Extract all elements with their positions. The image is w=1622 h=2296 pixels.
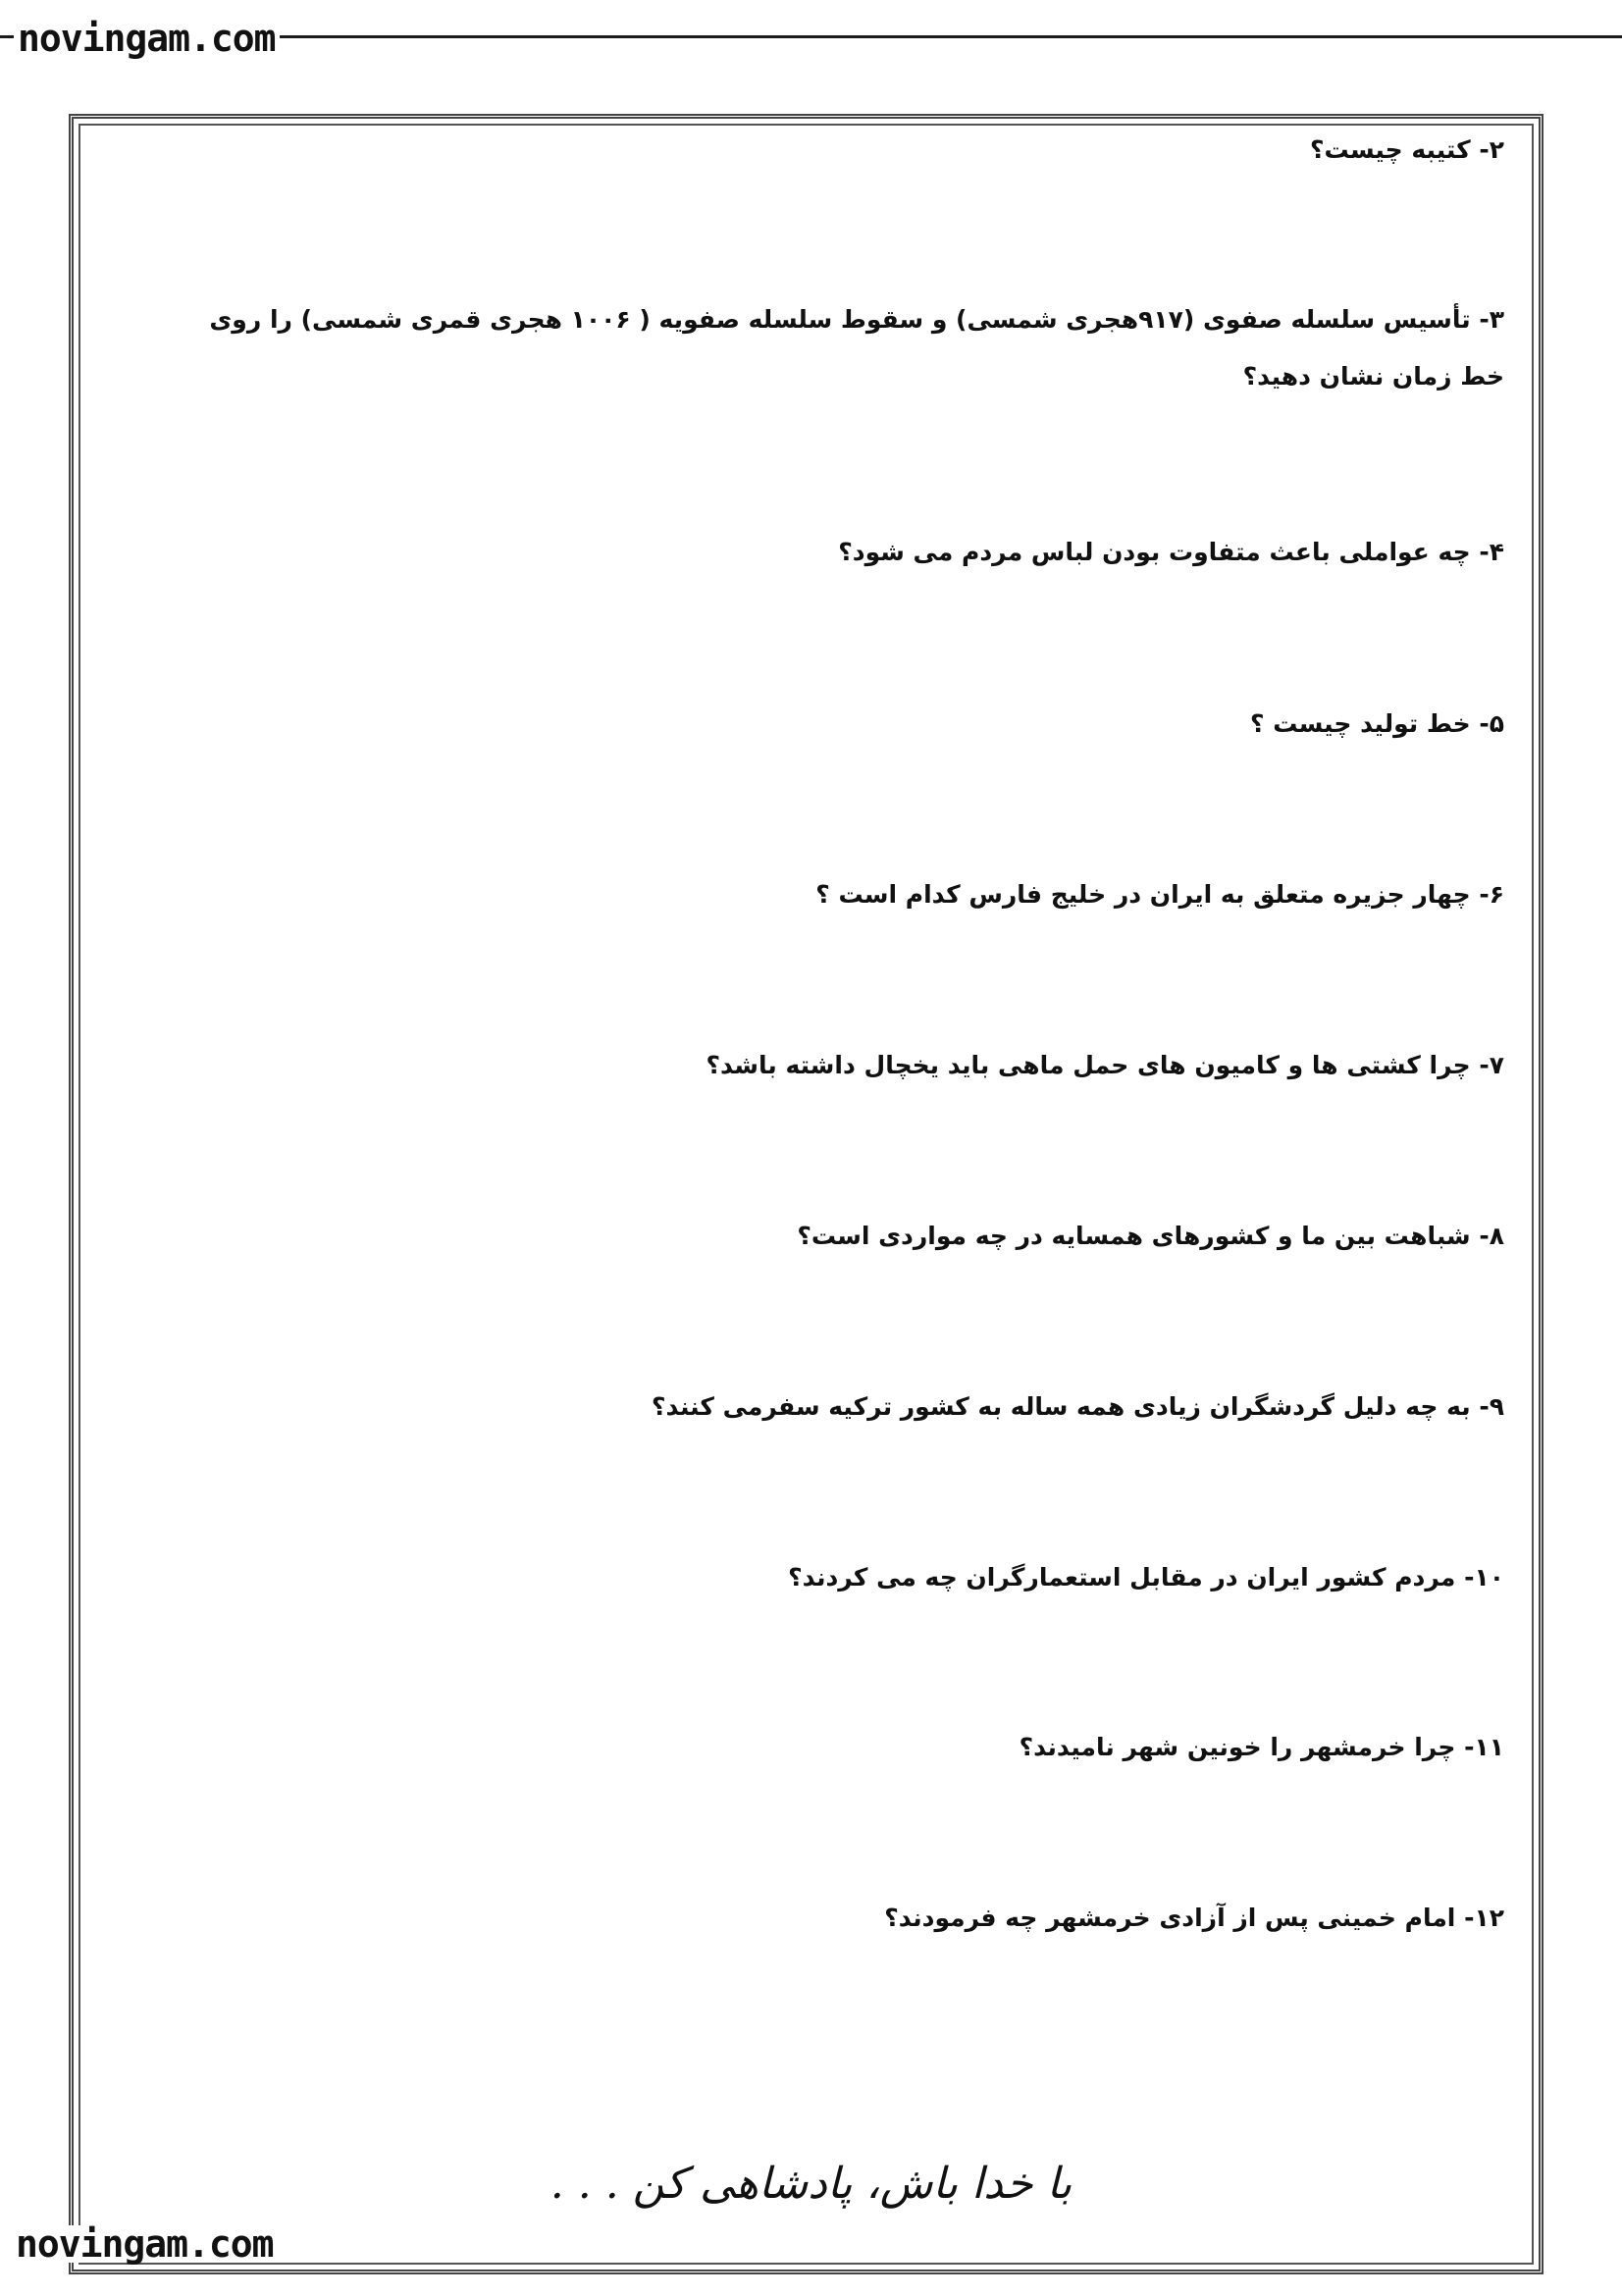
question-2: ۲- کتیبه چیست؟ <box>1310 135 1504 164</box>
question-11: ۱۱- چرا خرمشهر را خونین شهر نامیدند؟ <box>1019 1733 1504 1761</box>
watermark-bottom: novingam.com <box>12 2225 278 2263</box>
question-7: ۷- چرا کشتی ها و کامیون های حمل ماهی باید یخچال داشته باشد؟ <box>706 1051 1504 1079</box>
question-12: ۱۲- امام خمینی پس از آزادی خرمشهر چه فرمودند؟ <box>884 1904 1504 1932</box>
question-5: ۵- خط تولید چیست ؟ <box>1250 709 1504 738</box>
question-4: ۴- چه عواملی باعث متفاوت بودن لباس مردم می شود؟ <box>838 538 1504 566</box>
footer-motto: با خدا باش، پادشاهی کن . . . <box>549 2159 1073 2209</box>
question-8: ۸- شباهت بین ما و کشورهای همسایه در چه مواردی است؟ <box>797 1222 1504 1250</box>
question-6: ۶- چهار جزیره متعلق به ایران در خلیج فارس کدام است ؟ <box>815 880 1504 909</box>
question-3: ۳- تأسیس سلسله صفوی (۹۱۷هجری شمسی) و سقوط سلسله صفویه ( ۱۰۰۶ هجری قمری شمسی) را روی خط زمان نشان دهید؟ <box>209 305 1504 391</box>
watermark-top: novingam.com <box>14 20 280 57</box>
question-10: ۱۰- مردم کشور ایران در مقابل استعمارگران چه می کردند؟ <box>788 1563 1504 1592</box>
question-9: ۹- به چه دلیل گردشگران زیادی همه ساله به کشور ترکیه سفرمی کنند؟ <box>652 1392 1504 1421</box>
